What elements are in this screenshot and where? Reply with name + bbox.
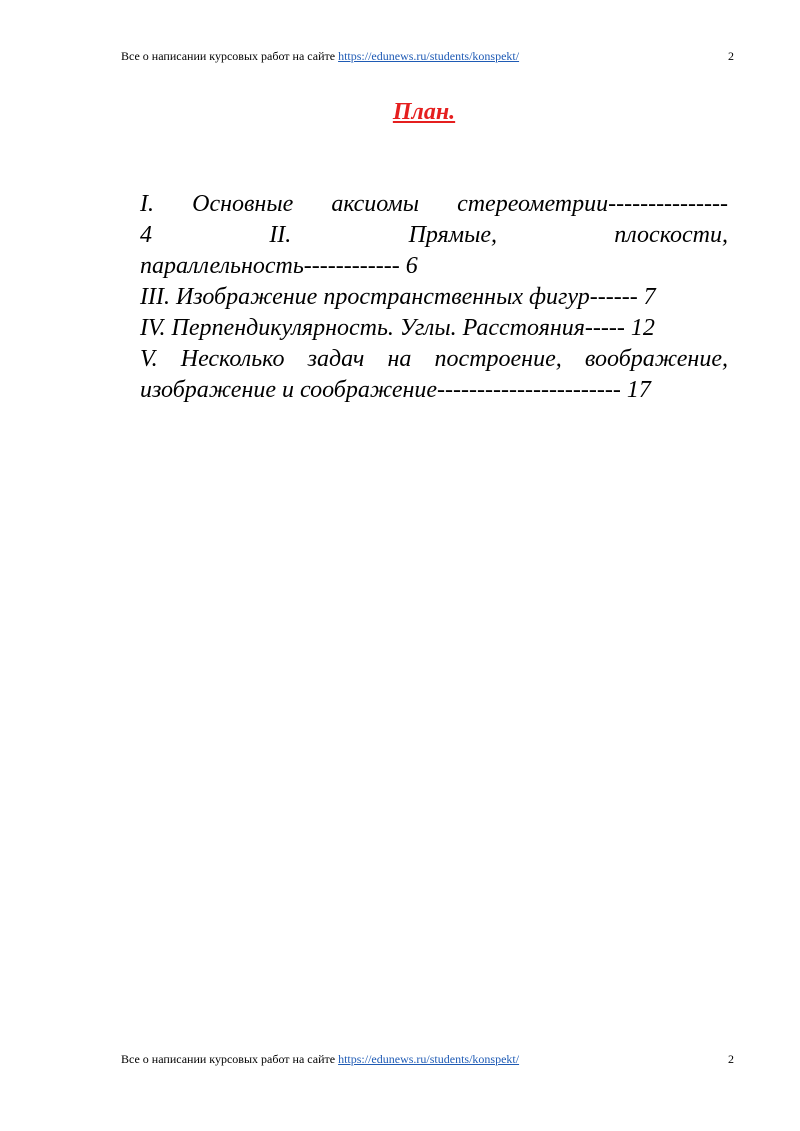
toc-text-1: Основные аксиомы стереометрии---------------	[192, 191, 728, 217]
header-link[interactable]: https://edunews.ru/students/konspekt/	[338, 49, 520, 63]
footer-line	[121, 1051, 519, 1067]
page-header	[121, 48, 734, 64]
toc-line-3: параллельность------------ 6	[140, 253, 418, 279]
page-footer	[121, 1051, 734, 1067]
header-page-number: 2	[728, 49, 734, 63]
toc-line-7: изображение и соображение----------------------- 17	[140, 377, 651, 403]
toc-line-1	[140, 189, 728, 220]
page-title: План.	[392, 99, 456, 125]
toc-line-5: IV. Перпендикулярность. Углы. Расстояния----- 12	[140, 315, 655, 341]
toc-text-2: II. Прямые, плоскости,	[269, 222, 729, 248]
footer-link[interactable]: https://edunews.ru/students/konspekt/	[338, 1052, 520, 1066]
toc-page-1: 4	[140, 222, 152, 248]
toc-line-2	[140, 220, 728, 251]
toc-line-6: V. Несколько задач на построение, воображение,	[140, 346, 728, 372]
table-of-contents	[140, 189, 728, 406]
toc-numeral-1: I.	[140, 191, 154, 217]
footer-text: Все о написании курсовых работ на сайте	[121, 1052, 339, 1066]
toc-line-4: III. Изображение пространственных фигур------ 7	[140, 284, 656, 310]
header-text: Все о написании курсовых работ на сайте	[121, 49, 339, 63]
header-line	[121, 48, 519, 64]
footer-page-number: 2	[728, 1052, 734, 1066]
